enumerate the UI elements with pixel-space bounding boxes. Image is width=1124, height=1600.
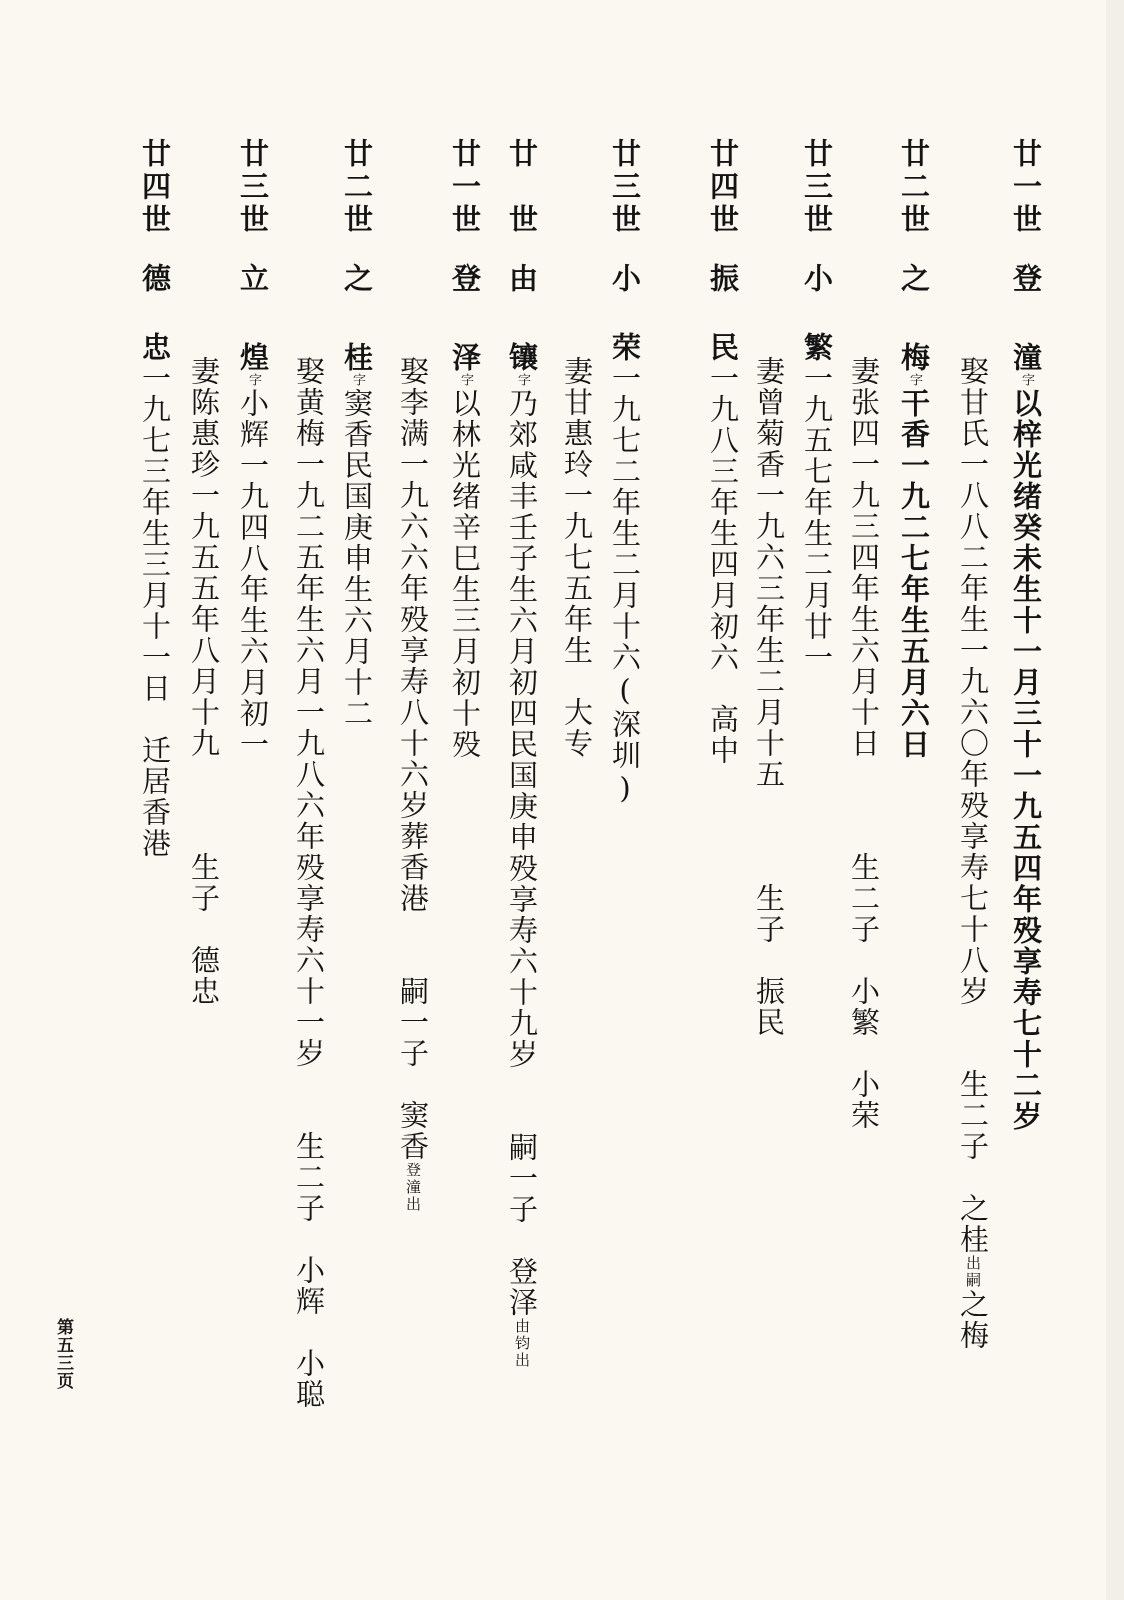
zi-marker: 字 xyxy=(246,373,261,388)
entry-text: 以梓光绪癸未生十一月三十一九五四年殁享寿七十二岁 xyxy=(1009,388,1043,1132)
entry-text: 一九七二年生二月十六(深圳) xyxy=(608,363,642,807)
entry-text: 一九五七年生二月廿一 xyxy=(800,363,834,673)
spouse-text: 妻甘惠玲一九七五年生 大专 xyxy=(560,356,594,759)
given-name-tail: 潼 xyxy=(1009,342,1043,373)
entry-spouse-line-denglong xyxy=(956,356,990,1351)
entry-text: 小辉一九四八年生六月初一 xyxy=(236,388,270,760)
given-name-head: 之 xyxy=(340,263,374,294)
generation-label: 廿二世 xyxy=(340,138,374,237)
generation-label: 廿四世 xyxy=(706,138,740,237)
generation-label: 廿三世 xyxy=(608,138,642,237)
entry-text: 乃郊咸丰壬子生六月初四民国庚申殁享寿六十九岁 嗣一子 登泽 xyxy=(505,388,539,1318)
adoption-note: 由钧出 xyxy=(513,1318,531,1369)
given-name-head: 登 xyxy=(448,263,482,294)
entry-text: 一九七三年生三月十一日 迁居香港 xyxy=(138,363,172,859)
generation-label: 廿四世 xyxy=(138,138,172,237)
entry-line-denglong xyxy=(1009,138,1043,1132)
entry-text: 以林光绪辛巳生三月初十殁 xyxy=(448,388,482,760)
entry-text: 窦香民国庚申生六月十二 xyxy=(340,388,374,729)
entry-line-xiaofan xyxy=(800,138,834,673)
spouse-text: 娶甘氏一八八二年生一九六〇年殁享寿七十八岁 生二子 之桂 xyxy=(956,356,990,1255)
entry-spouse-line-zhigui xyxy=(292,356,326,1410)
generation-label: 廿三世 xyxy=(800,138,834,237)
given-name-head: 之 xyxy=(897,263,931,294)
given-name-tail: 泽 xyxy=(448,342,482,373)
adoption-note: 出嗣 xyxy=(964,1255,982,1289)
entry-line-dezhong xyxy=(138,138,172,859)
entry-line-xiaorong xyxy=(608,138,642,807)
spouse-text: 妻张四一九三四年生六月十日 生二子 小繁 小荣 xyxy=(847,356,881,1131)
page-number: 第五三页 xyxy=(53,1318,73,1390)
entry-spouse-line-zhimei xyxy=(847,356,881,1131)
entry-line-zhigui xyxy=(340,138,374,729)
given-name-head: 德 xyxy=(138,263,172,294)
spouse-text: 娶黄梅一九二五年生六月一九八六年殁享寿六十一岁 生二子 小辉 小聪 xyxy=(292,356,326,1410)
given-name-tail: 荣 xyxy=(608,332,642,363)
generation-label: 廿三世 xyxy=(236,138,270,237)
entry-line-dengze xyxy=(448,138,482,760)
given-name-head: 小 xyxy=(800,263,834,294)
entry-text: 一九八三年生四月初六 高中 xyxy=(706,363,740,766)
entry-line-lihuang xyxy=(236,138,270,760)
entry-line-youxiang xyxy=(505,138,539,1369)
given-name-tail: 忠 xyxy=(138,332,172,363)
page-edge xyxy=(1106,0,1124,1600)
entry-spouse-line-dengze xyxy=(396,356,430,1213)
zi-marker: 字 xyxy=(350,373,365,388)
generation-label: 廿一世 xyxy=(1009,138,1043,237)
generation-label: 廿二世 xyxy=(897,138,931,237)
spouse-text: 妻曾菊香一九六三年生二月十五 生子 振民 xyxy=(752,356,786,1038)
spouse-text: 妻陈惠珍一九五五年八月十九 生子 德忠 xyxy=(187,356,221,1007)
adoption-note: 登潼出 xyxy=(404,1162,422,1213)
given-name-head: 由 xyxy=(505,263,539,294)
entry-line-zhenmin xyxy=(706,138,740,766)
entry-text: 干香一九二七年生五月六日 xyxy=(897,388,931,760)
entry-spouse-line-xiaorong xyxy=(560,356,594,759)
given-name-tail: 梅 xyxy=(897,342,931,373)
given-name-tail: 桂 xyxy=(340,342,374,373)
given-name-tail: 煌 xyxy=(236,342,270,373)
entry-spouse-line-xiaofan xyxy=(752,356,786,1038)
given-name-tail: 繁 xyxy=(800,332,834,363)
given-name-head: 立 xyxy=(236,263,270,294)
spouse-text: 娶李满一九六六年殁享寿八十六岁葬香港 嗣一子 窦香 xyxy=(396,356,430,1162)
entry-spouse-line-lihuang xyxy=(187,356,221,1007)
generation-label: 廿一世 xyxy=(448,138,482,237)
zi-marker: 字 xyxy=(515,373,530,388)
given-name-tail: 镶 xyxy=(505,342,539,373)
given-name-tail: 民 xyxy=(706,332,740,363)
given-name-head: 登 xyxy=(1009,263,1043,294)
entry-line-zhimei xyxy=(897,138,931,760)
given-name-head: 小 xyxy=(608,263,642,294)
spouse-text-tail: 之梅 xyxy=(956,1289,990,1351)
generation-label: 廿 世 xyxy=(505,138,539,237)
zi-marker: 字 xyxy=(907,373,922,388)
zi-marker: 字 xyxy=(1019,373,1034,388)
given-name-head: 振 xyxy=(706,263,740,294)
zi-marker: 字 xyxy=(458,373,473,388)
